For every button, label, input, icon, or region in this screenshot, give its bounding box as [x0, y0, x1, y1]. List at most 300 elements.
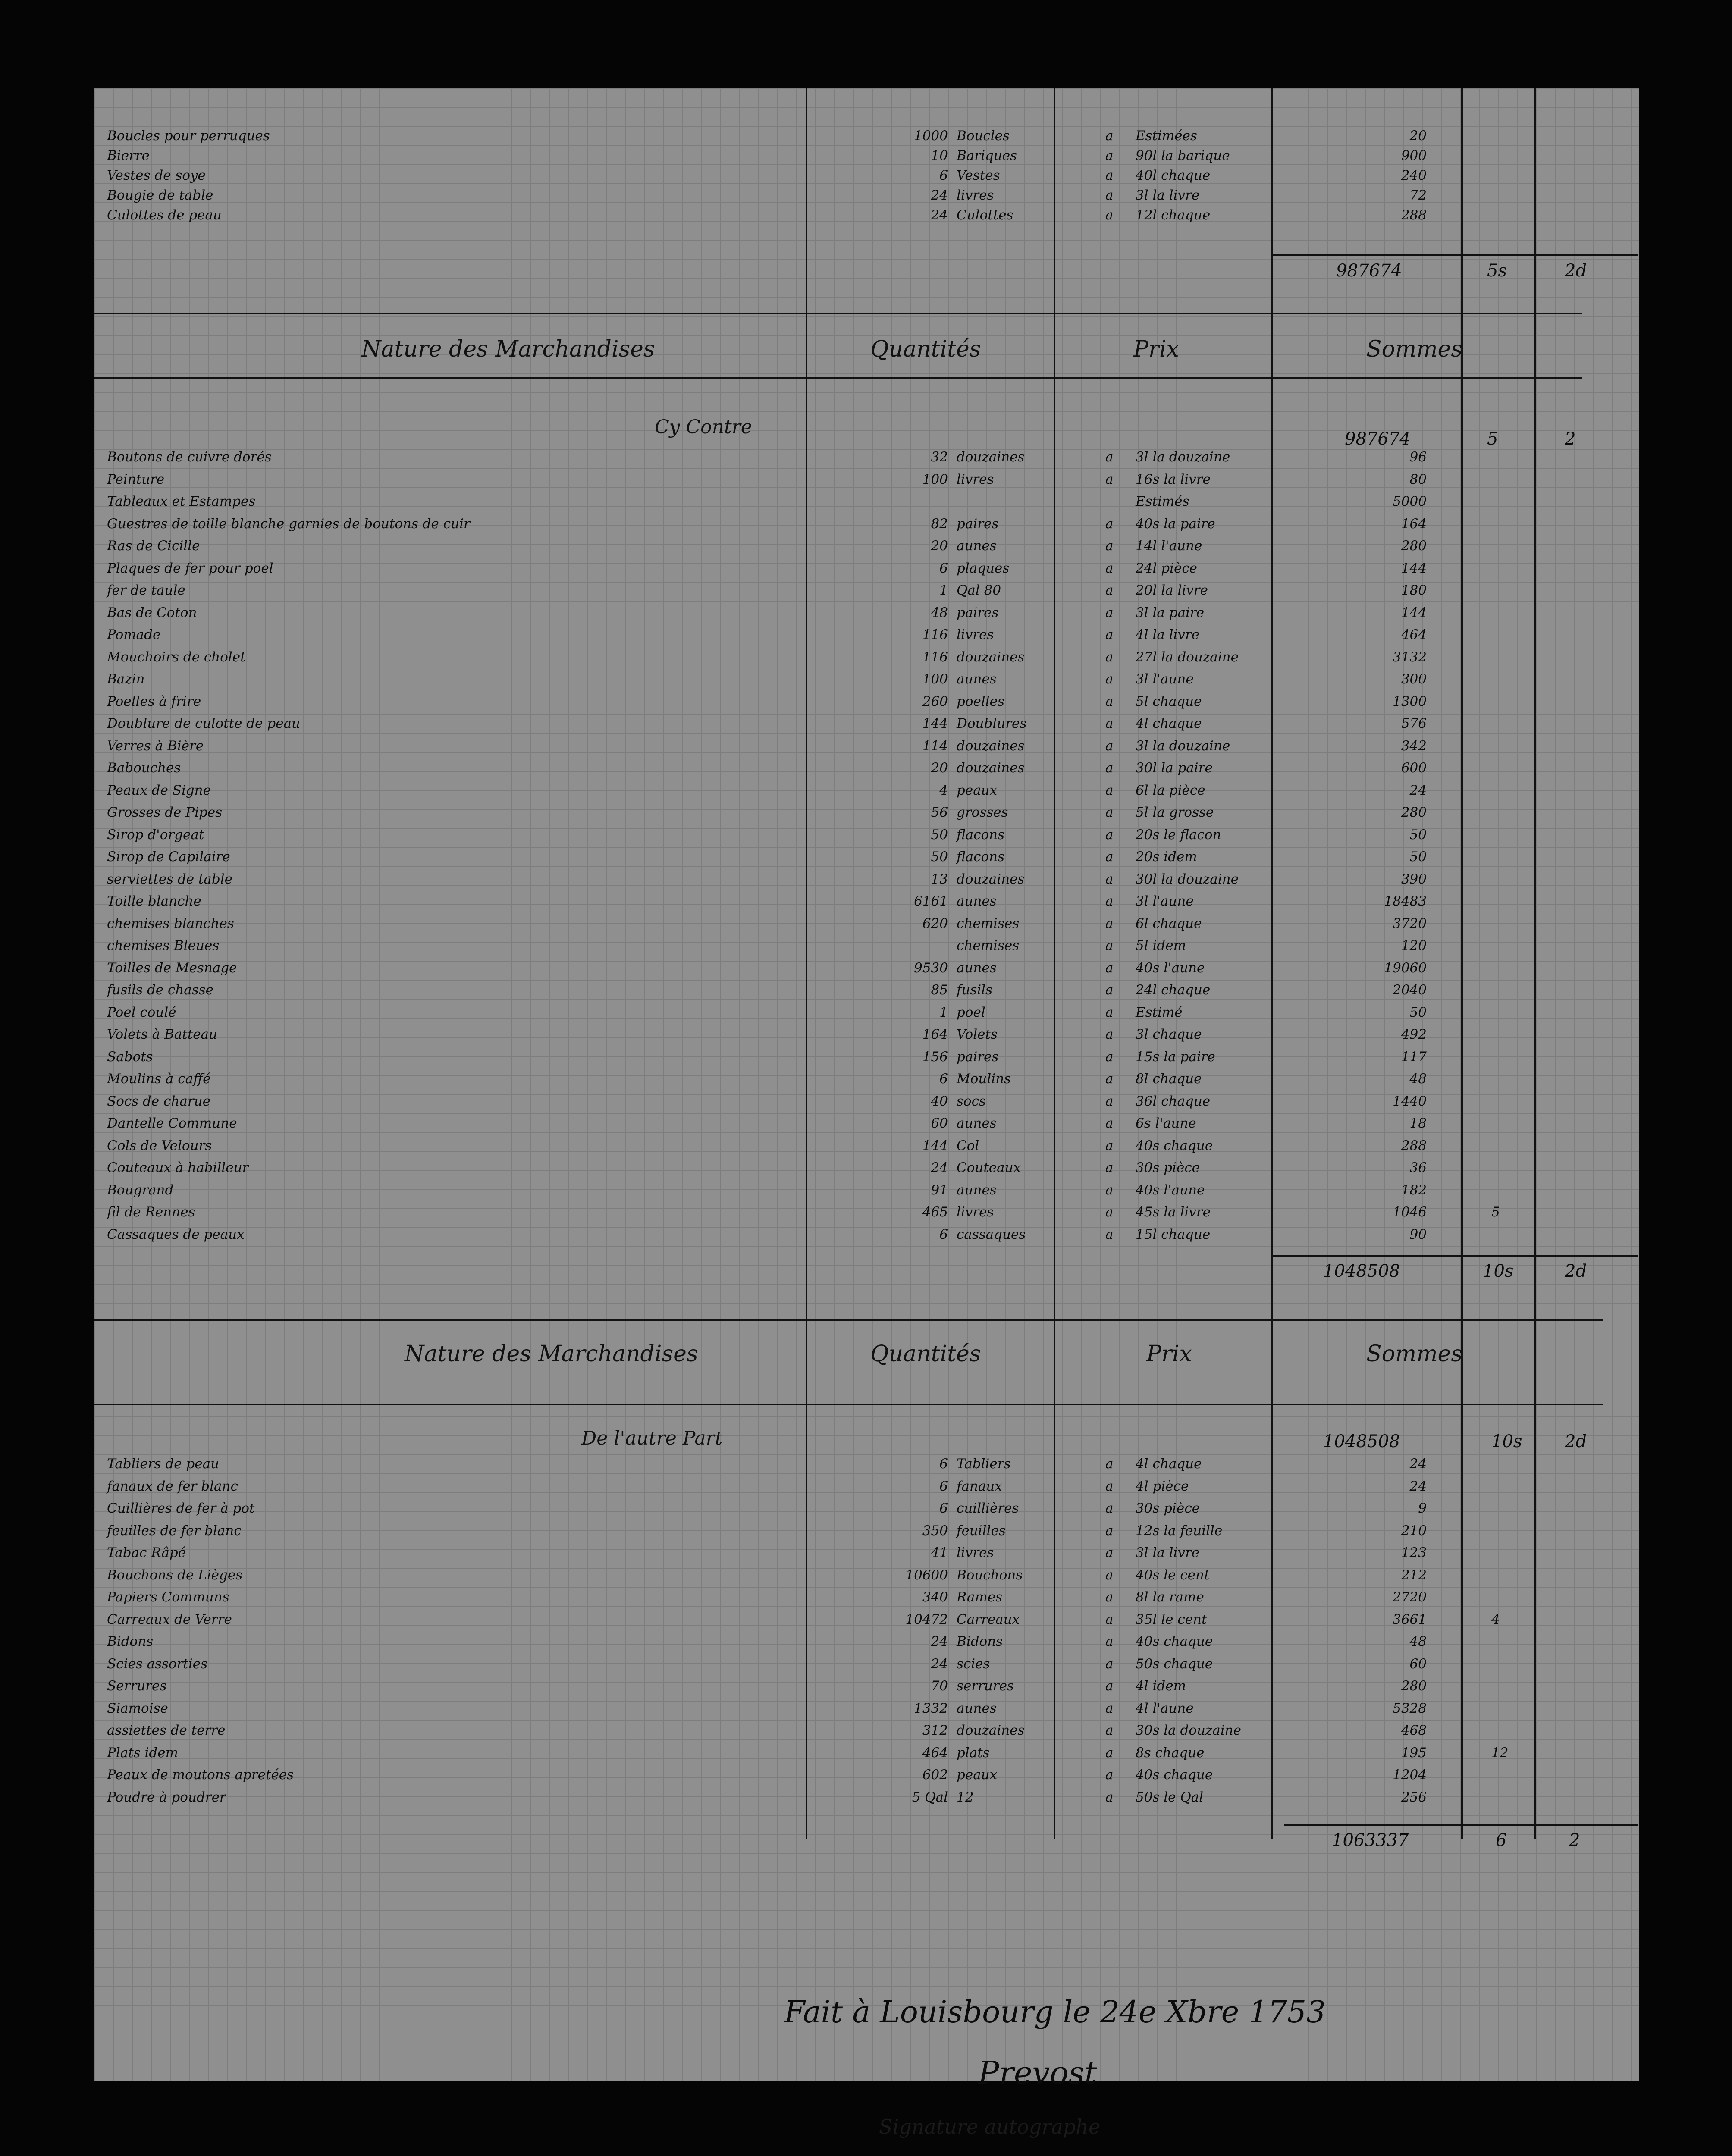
- item-price: 12s la feuille: [1136, 1523, 1223, 1539]
- ledger-row: [107, 1070, 1634, 1087]
- item-quantity: 6161: [914, 893, 948, 909]
- item-sum: 900: [1401, 148, 1427, 163]
- item-sum: 600: [1401, 760, 1427, 776]
- section-3-total-sum: 1063337: [1332, 1830, 1409, 1850]
- item-name: Bouchons de Lièges: [107, 1567, 243, 1583]
- item-quantity: 144: [922, 1138, 948, 1153]
- ledger-row: [107, 1722, 1634, 1739]
- item-price: 20l la livre: [1136, 583, 1208, 598]
- item-a: a: [1105, 128, 1114, 144]
- item-name: Sabots: [107, 1049, 153, 1065]
- item-name: Poel coulé: [107, 1004, 176, 1020]
- item-quantity: 24: [931, 188, 948, 203]
- header-1-nature: Nature des Marchandises: [361, 336, 655, 362]
- ledger-row: [107, 1159, 1634, 1176]
- item-price: 40s la paire: [1136, 516, 1215, 532]
- item-sum: 212: [1401, 1567, 1427, 1583]
- item-sum: 72: [1409, 188, 1427, 203]
- item-price: 20s le flacon: [1136, 827, 1221, 843]
- item-unit: aunes: [957, 960, 997, 976]
- ledger-row: [107, 981, 1634, 999]
- item-quantity: 6: [939, 1226, 948, 1242]
- item-unit: douzaines: [957, 760, 1025, 776]
- item-quantity: 70: [931, 1678, 948, 1694]
- item-unit: socs: [957, 1093, 986, 1109]
- item-name: Boucles pour perruques: [107, 128, 270, 144]
- item-unit: plaques: [957, 560, 1010, 576]
- item-quantity: 260: [922, 693, 948, 709]
- item-sum: 19060: [1384, 960, 1427, 976]
- item-name: Poudre à poudrer: [107, 1789, 226, 1805]
- header-1-prix: Prix: [1133, 336, 1179, 362]
- item-unit: aunes: [957, 1700, 997, 1716]
- item-quantity: 10472: [905, 1611, 948, 1627]
- item-price: 15s la paire: [1136, 1049, 1215, 1065]
- header-2-nature: Nature des Marchandises: [405, 1341, 698, 1367]
- item-unit: Culottes: [957, 207, 1013, 223]
- item-price: 24l pièce: [1136, 560, 1198, 576]
- item-name: fil de Rennes: [107, 1204, 195, 1220]
- item-price: 30s pièce: [1136, 1501, 1200, 1516]
- item-name: fer de taule: [107, 583, 185, 598]
- item-unit: poelles: [957, 693, 1004, 709]
- item-price: 20s idem: [1136, 849, 1197, 865]
- section-2-carry-d: 2: [1565, 429, 1576, 449]
- item-name: Carreaux de Verre: [107, 1611, 232, 1627]
- item-unit: Rames: [957, 1589, 1003, 1605]
- item-unit: livres: [957, 188, 994, 203]
- item-quantity: 312: [922, 1723, 948, 1738]
- item-sum: 1204: [1393, 1767, 1427, 1783]
- ledger-row: [107, 1004, 1634, 1021]
- item-unit: cassaques: [957, 1226, 1026, 1242]
- item-sum: 576: [1401, 716, 1427, 731]
- item-price: 4l idem: [1136, 1678, 1186, 1694]
- item-a: a: [1105, 1634, 1114, 1649]
- item-unit: fusils: [957, 982, 993, 998]
- item-quantity: 144: [922, 716, 948, 731]
- item-a: a: [1105, 1501, 1114, 1516]
- item-unit: peaux: [957, 782, 998, 798]
- item-quantity: 82: [931, 516, 948, 532]
- item-a: a: [1105, 583, 1114, 598]
- section-3-total-d: 2: [1569, 1830, 1580, 1850]
- item-a: a: [1105, 1027, 1114, 1042]
- item-price: 40s chaque: [1136, 1634, 1213, 1649]
- item-name: Dantelle Commune: [107, 1116, 237, 1131]
- item-a: a: [1105, 716, 1114, 731]
- ledger-row: [107, 207, 1634, 224]
- item-unit: chemises: [957, 915, 1020, 931]
- ledger-row: [107, 187, 1634, 204]
- item-sum: 80: [1409, 471, 1427, 487]
- item-sum: 1300: [1393, 693, 1427, 709]
- item-quantity: 620: [922, 915, 948, 931]
- item-unit: 12: [957, 1789, 974, 1805]
- item-price: 3l la paire: [1136, 605, 1205, 620]
- item-sum: 96: [1409, 449, 1427, 465]
- ledger-row: [107, 604, 1634, 621]
- item-price: 5l la grosse: [1136, 805, 1214, 820]
- item-unit: aunes: [957, 1116, 997, 1131]
- item-name: Vestes de soye: [107, 168, 206, 183]
- item-a: a: [1105, 693, 1114, 709]
- item-sum: 18483: [1384, 893, 1427, 909]
- ledger-row: [107, 515, 1634, 533]
- item-a: a: [1105, 471, 1114, 487]
- ledger-row: [107, 671, 1634, 688]
- item-a: a: [1105, 915, 1114, 931]
- item-a: a: [1105, 1226, 1114, 1242]
- item-sum: 390: [1401, 871, 1427, 887]
- item-name: Sirop d'orgeat: [107, 827, 204, 843]
- item-name: Bas de Coton: [107, 605, 197, 620]
- header-1-sommes: Sommes: [1366, 336, 1463, 362]
- item-name: Plats idem: [107, 1745, 178, 1761]
- item-price: 3l l'aune: [1136, 671, 1194, 687]
- item-quantity: 20: [931, 538, 948, 554]
- item-unit: poel: [957, 1004, 985, 1020]
- item-sum: 280: [1401, 538, 1427, 554]
- item-name: Moulins à caffé: [107, 1071, 211, 1087]
- item-quantity: 10600: [905, 1567, 948, 1583]
- ledger-sheet: [94, 88, 1639, 2138]
- ledger-row: [107, 826, 1634, 843]
- item-sum: 464: [1401, 627, 1427, 642]
- item-a: a: [1105, 168, 1114, 183]
- item-a: a: [1105, 871, 1114, 887]
- ledger-row: [107, 693, 1634, 710]
- item-unit: Volets: [957, 1027, 998, 1042]
- item-quantity: 164: [922, 1027, 948, 1042]
- item-a: a: [1105, 649, 1114, 665]
- item-name: chemises blanches: [107, 915, 234, 931]
- item-sum: 60: [1409, 1656, 1427, 1672]
- item-name: Socs de charue: [107, 1093, 211, 1109]
- item-a: a: [1105, 1611, 1114, 1627]
- item-name: Volets à Batteau: [107, 1027, 217, 1042]
- header-1-quantites: Quantités: [870, 336, 981, 362]
- item-name: Peaux de Signe: [107, 782, 211, 798]
- ledger-row: [107, 1633, 1634, 1650]
- item-a: a: [1105, 982, 1114, 998]
- item-price: 40s chaque: [1136, 1138, 1213, 1153]
- ledger-row: [107, 1611, 1634, 1628]
- ledger-row: [107, 167, 1634, 184]
- item-name: Tabac Râpé: [107, 1545, 186, 1561]
- item-price: 12l chaque: [1136, 207, 1211, 223]
- item-quantity: 13: [931, 871, 948, 887]
- item-price: 4l l'aune: [1136, 1700, 1194, 1716]
- item-a: a: [1105, 1138, 1114, 1153]
- ledger-row: [107, 1203, 1634, 1221]
- item-price: 3l la douzaine: [1136, 738, 1230, 754]
- item-price: 4l chaque: [1136, 1456, 1202, 1472]
- item-name: Cuillières de fer à pot: [107, 1501, 255, 1516]
- item-unit: livres: [957, 1545, 994, 1561]
- item-name: Pomade: [107, 627, 161, 642]
- item-price: 40s chaque: [1136, 1767, 1213, 1783]
- item-quantity: 6: [939, 1478, 948, 1494]
- item-sum: 90: [1409, 1226, 1427, 1242]
- item-price: 40s le cent: [1136, 1567, 1210, 1583]
- item-a: a: [1105, 207, 1114, 223]
- item-a: a: [1105, 827, 1114, 843]
- item-a: a: [1105, 738, 1114, 754]
- item-unit: livres: [957, 471, 994, 487]
- item-sum: 164: [1401, 516, 1427, 532]
- item-a: a: [1105, 960, 1114, 976]
- item-name: Verres à Bière: [107, 738, 204, 754]
- item-quantity: 156: [922, 1049, 948, 1065]
- item-unit: Bidons: [957, 1634, 1003, 1649]
- signature-note: Signature autographe: [879, 2115, 1101, 2138]
- ledger-row: [107, 1522, 1634, 1539]
- item-price: 35l le cent: [1136, 1611, 1207, 1627]
- item-quantity: 24: [931, 1160, 948, 1175]
- item-name: fusils de chasse: [107, 982, 213, 998]
- item-name: Cassaques de peaux: [107, 1226, 245, 1242]
- item-sum: 210: [1401, 1523, 1427, 1539]
- ledger-row: [107, 759, 1634, 777]
- item-name: Tabliers de peau: [107, 1456, 220, 1472]
- item-sum: 1046: [1393, 1204, 1427, 1220]
- item-name: Bidons: [107, 1634, 154, 1649]
- item-name: Serrures: [107, 1678, 167, 1694]
- item-sum: 492: [1401, 1027, 1427, 1042]
- item-sum: 288: [1401, 1138, 1427, 1153]
- item-name: serviettes de table: [107, 871, 232, 887]
- item-price: 50s le Qal: [1136, 1789, 1204, 1805]
- item-a: a: [1105, 1182, 1114, 1198]
- item-sum: 18: [1409, 1116, 1427, 1131]
- item-price: 45s la livre: [1136, 1204, 1211, 1220]
- item-name: Siamoise: [107, 1700, 168, 1716]
- item-price: 36l chaque: [1136, 1093, 1211, 1109]
- item-quantity: 32: [931, 449, 948, 465]
- item-price: 8l la rame: [1136, 1589, 1204, 1605]
- item-quantity: 114: [922, 738, 948, 754]
- item-sum: 24: [1409, 1456, 1427, 1472]
- header-2-bottom-rule: [94, 1404, 1603, 1405]
- item-a: a: [1105, 560, 1114, 576]
- item-sum: 300: [1401, 671, 1427, 687]
- ledger-row: [107, 1226, 1634, 1243]
- ledger-row: [107, 1589, 1634, 1606]
- section-3-carry-sum: 1048508: [1323, 1432, 1400, 1451]
- item-price: 16s la livre: [1136, 471, 1211, 487]
- item-a: a: [1105, 1700, 1114, 1716]
- ledger-row: [107, 848, 1634, 865]
- item-price: 40l chaque: [1136, 168, 1211, 183]
- item-name: Bierre: [107, 148, 150, 163]
- item-quantity: 4: [939, 782, 948, 798]
- ledger-row: [107, 582, 1634, 599]
- header-2-quantites: Quantités: [870, 1341, 981, 1367]
- section-2-carry-sum: 987674: [1345, 429, 1411, 449]
- item-sum: 120: [1401, 938, 1427, 953]
- item-unit: aunes: [957, 1182, 997, 1198]
- ledger-row: [107, 448, 1634, 466]
- item-quantity: 100: [922, 471, 948, 487]
- item-name: Toilles de Mesnage: [107, 960, 237, 976]
- item-quantity: 24: [931, 1656, 948, 1672]
- section-1-total-rule: [1271, 254, 1638, 256]
- item-quantity: 464: [922, 1745, 948, 1761]
- item-name: Bougrand: [107, 1182, 174, 1198]
- item-quantity: 350: [922, 1523, 948, 1539]
- item-quantity: 20: [931, 760, 948, 776]
- item-sum: 3720: [1393, 915, 1427, 931]
- item-price: 3l la douzaine: [1136, 449, 1230, 465]
- ledger-row: [107, 937, 1634, 954]
- item-a: a: [1105, 1745, 1114, 1761]
- item-name: Sirop de Capilaire: [107, 849, 230, 865]
- item-quantity: 6: [939, 1456, 948, 1472]
- item-price: 24l chaque: [1136, 982, 1211, 998]
- item-price: 90l la barique: [1136, 148, 1230, 163]
- item-quantity: 1: [939, 583, 948, 598]
- item-quantity: 50: [931, 849, 948, 865]
- section-1-total-d: 2d: [1565, 261, 1587, 281]
- item-a: a: [1105, 1678, 1114, 1694]
- item-price: 8l chaque: [1136, 1071, 1202, 1087]
- ledger-row: [107, 1026, 1634, 1043]
- item-sum: 48: [1409, 1071, 1427, 1087]
- item-quantity: 116: [922, 649, 948, 665]
- item-quantity: 116: [922, 627, 948, 642]
- item-quantity: 5 Qal: [912, 1789, 948, 1805]
- item-sum: 256: [1401, 1789, 1427, 1805]
- item-quantity: 1: [939, 1004, 948, 1020]
- ledger-row: [107, 737, 1634, 755]
- place-date-line: Fait à Louisbourg le 24e Xbre 1753: [784, 1994, 1326, 2030]
- item-price: 30l la douzaine: [1136, 871, 1239, 887]
- item-unit: flacons: [957, 849, 1005, 865]
- ledger-row: [107, 1544, 1634, 1561]
- section-2-carry-label: Cy Contre: [655, 416, 752, 438]
- item-a: a: [1105, 671, 1114, 687]
- item-a: a: [1105, 1723, 1114, 1738]
- item-name: Toille blanche: [107, 893, 201, 909]
- item-name: Scies assorties: [107, 1656, 208, 1672]
- section-1-total-s: 5s: [1487, 261, 1507, 281]
- item-unit: Doublures: [957, 716, 1027, 731]
- ledger-row: [107, 147, 1634, 164]
- item-sum: 117: [1401, 1049, 1427, 1065]
- item-unit: paires: [957, 1049, 999, 1065]
- item-unit: Boucles: [957, 128, 1010, 144]
- item-unit: douzaines: [957, 871, 1025, 887]
- item-unit: fanaux: [957, 1478, 1002, 1494]
- item-unit: feuilles: [957, 1523, 1006, 1539]
- item-unit: aunes: [957, 671, 997, 687]
- item-sum: 36: [1409, 1160, 1427, 1175]
- ledger-row: [107, 1500, 1634, 1517]
- item-price: 6l chaque: [1136, 915, 1202, 931]
- item-name: fanaux de fer blanc: [107, 1478, 238, 1494]
- item-quantity: 24: [931, 207, 948, 223]
- item-unit: cuillières: [957, 1501, 1019, 1516]
- item-sum: 24: [1409, 782, 1427, 798]
- item-name: Bazin: [107, 671, 145, 687]
- item-price: 6s l'aune: [1136, 1116, 1196, 1131]
- ledger-row: [107, 893, 1634, 910]
- item-a: a: [1105, 1567, 1114, 1583]
- item-name: Papiers Communs: [107, 1589, 229, 1605]
- item-unit: Bouchons: [957, 1567, 1023, 1583]
- section-2-total-sum: 1048508: [1323, 1261, 1400, 1281]
- item-sum: 195: [1401, 1745, 1427, 1761]
- header-1-top-rule: [94, 313, 1582, 314]
- item-price: 4l la livre: [1136, 627, 1200, 642]
- item-sum: 1440: [1393, 1093, 1427, 1109]
- item-unit: livres: [957, 627, 994, 642]
- item-a: a: [1105, 449, 1114, 465]
- section-2-total-s: 10s: [1483, 1261, 1514, 1281]
- ledger-row: [107, 560, 1634, 577]
- item-sols: 4: [1491, 1611, 1500, 1627]
- item-name: Doublure de culotte de peau: [107, 716, 300, 731]
- item-a: a: [1105, 1116, 1114, 1131]
- ledger-row: [107, 1655, 1634, 1673]
- item-name: Grosses de Pipes: [107, 805, 223, 820]
- item-quantity: 40: [931, 1093, 948, 1109]
- item-a: a: [1105, 805, 1114, 820]
- section-3-carry-d: 2d: [1565, 1432, 1587, 1451]
- item-price: 30s pièce: [1136, 1160, 1200, 1175]
- item-name: Peaux de moutons apretées: [107, 1767, 294, 1783]
- item-unit: peaux: [957, 1767, 998, 1783]
- item-name: Peinture: [107, 471, 165, 487]
- item-price: 50s chaque: [1136, 1656, 1213, 1672]
- item-unit: scies: [957, 1656, 990, 1672]
- item-unit: grosses: [957, 805, 1008, 820]
- item-a: a: [1105, 1204, 1114, 1220]
- item-price: 4l pièce: [1136, 1478, 1189, 1494]
- ledger-row: [107, 1677, 1634, 1695]
- item-unit: chemises: [957, 938, 1020, 953]
- ledger-row: [107, 1744, 1634, 1761]
- item-a: a: [1105, 1767, 1114, 1783]
- item-name: Ras de Cicille: [107, 538, 200, 554]
- section-2-carry-s: 5: [1487, 429, 1498, 449]
- ledger-row: [107, 626, 1634, 643]
- ledger-row: [107, 493, 1634, 510]
- section-2-total-d: 2d: [1565, 1261, 1587, 1281]
- header-2-prix: Prix: [1146, 1341, 1192, 1367]
- item-quantity: 56: [931, 805, 948, 820]
- item-unit: Vestes: [957, 168, 1000, 183]
- ledger-row: [107, 1789, 1634, 1806]
- section-2-total-rule: [1271, 1255, 1638, 1257]
- item-sum: 9: [1418, 1501, 1427, 1516]
- item-quantity: 1332: [914, 1700, 948, 1716]
- ledger-row: [107, 649, 1634, 666]
- item-quantity: 1000: [914, 128, 948, 144]
- item-sum: 182: [1401, 1182, 1427, 1198]
- ledger-row: [107, 1567, 1634, 1584]
- signature: Prevost: [978, 2055, 1097, 2091]
- item-sum: 50: [1409, 1004, 1427, 1020]
- item-price: Estimé: [1136, 1004, 1183, 1020]
- item-sum: 280: [1401, 805, 1427, 820]
- item-a: a: [1105, 1523, 1114, 1539]
- item-quantity: 602: [922, 1767, 948, 1783]
- ledger-row: [107, 471, 1634, 488]
- item-unit: aunes: [957, 893, 997, 909]
- ledger-row: [107, 1478, 1634, 1495]
